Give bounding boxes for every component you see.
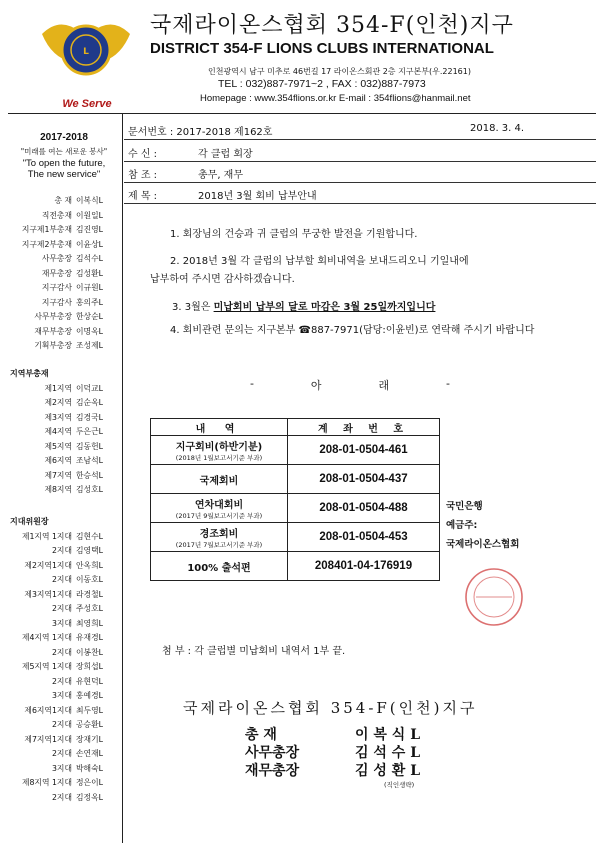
zone-role: 2지대 bbox=[51, 676, 72, 686]
sidebar-slogan-korean: "미래를 여는 새로운 봉사" bbox=[20, 147, 108, 156]
item-cell bbox=[151, 552, 288, 581]
zone-role: 제2지역1지대 bbox=[24, 560, 72, 570]
region-role: 제6지역 bbox=[44, 456, 72, 465]
bank-name: 국민은행 bbox=[446, 501, 483, 512]
zone-row bbox=[10, 705, 116, 720]
zone-role: 제8지역 1지대 bbox=[21, 778, 72, 787]
zone-role: 제3지역1지대 bbox=[24, 589, 72, 599]
region-name: 김동헌L bbox=[76, 441, 103, 451]
zone-row bbox=[10, 589, 116, 604]
zone-role: 2지대 bbox=[51, 647, 72, 657]
cc-value: 총무, 재무 bbox=[198, 170, 243, 181]
memo-divider bbox=[124, 203, 596, 204]
zone-heading: 지대위원장 bbox=[10, 517, 49, 526]
account-holder-label: 예금주: bbox=[446, 520, 478, 531]
officer-role: 직전총재 bbox=[41, 210, 72, 220]
account-table bbox=[150, 418, 440, 581]
item-name: 지구회비(하반기분) bbox=[175, 442, 263, 453]
zone-name: 유재경L bbox=[76, 633, 103, 642]
zone-name: 유현덕L bbox=[76, 676, 103, 686]
officer-row bbox=[10, 297, 116, 312]
region-name: 한승석L bbox=[76, 470, 103, 480]
paragraph-2b: 납부하여 주시면 감사하겠습니다. bbox=[150, 274, 295, 285]
officer-role: 기획부총장 bbox=[34, 341, 72, 350]
officer-name: 김성환L bbox=[76, 268, 103, 278]
item-cell bbox=[151, 494, 288, 523]
officer-role: 재무총장 bbox=[41, 268, 72, 278]
zone-name: 장재기L bbox=[76, 734, 103, 744]
zone-role: 2지대 bbox=[51, 749, 72, 758]
region-role: 제7지역 bbox=[44, 470, 72, 480]
memo-divider bbox=[124, 182, 596, 183]
paragraph-3 bbox=[172, 298, 435, 313]
zone-name: 안옥희L bbox=[76, 560, 103, 570]
officer-name: 한상순L bbox=[76, 312, 103, 321]
region-row bbox=[10, 426, 116, 441]
account-number: 208-01-0504-461 bbox=[288, 436, 440, 465]
item-name: 100% 출석편 bbox=[187, 562, 251, 574]
zone-row bbox=[10, 647, 116, 662]
zone-row bbox=[10, 690, 116, 705]
region-name: 조남석L bbox=[76, 456, 103, 465]
region-name: 두은근L bbox=[76, 427, 103, 436]
zone-row bbox=[10, 777, 116, 792]
region-role: 제3지역 bbox=[44, 412, 72, 422]
paragraph-3-prefix: 3. 3월은 bbox=[172, 302, 214, 313]
signature-name: 김 석 수 L bbox=[355, 745, 421, 761]
recipient-label: 수 신 : bbox=[128, 149, 158, 160]
document-date: 2018. 3. 4. bbox=[470, 123, 525, 134]
zone-row bbox=[10, 603, 116, 618]
officer-name: 김진영L bbox=[76, 225, 103, 234]
zone-role: 제5지역 1지대 bbox=[21, 662, 72, 671]
item-name: 국제회비 bbox=[199, 475, 239, 487]
header-divider bbox=[8, 113, 596, 114]
officer-name: 이원일L bbox=[76, 210, 103, 220]
officer-row bbox=[10, 210, 116, 225]
zone-row bbox=[10, 763, 116, 778]
zone-name: 김정옥L bbox=[76, 792, 103, 802]
region-name: 김경국L bbox=[76, 412, 103, 422]
officer-list bbox=[10, 195, 116, 355]
signature-name: 김 성 환 L bbox=[355, 763, 421, 779]
zone-role: 3지대 bbox=[51, 618, 72, 628]
lions-logo bbox=[40, 10, 132, 90]
zone-name: 라경철L bbox=[76, 589, 103, 599]
zone-name: 최영희L bbox=[76, 618, 103, 628]
officer-row bbox=[10, 311, 116, 326]
zone-name: 주성호L bbox=[76, 604, 103, 613]
sidebar-year: 2017-2018 bbox=[40, 132, 88, 143]
cc-label: 참 조 : bbox=[128, 170, 158, 181]
account-number: 208-01-0504-453 bbox=[288, 523, 440, 552]
document-number: 문서번호 : 2017-2018 제162호 bbox=[128, 127, 273, 138]
signature-name: 이 복 식 L bbox=[355, 727, 421, 743]
item-cell bbox=[151, 465, 288, 494]
item-cell bbox=[151, 523, 288, 552]
tel-fax: TEL : 032)887-7971~2 , FAX : 032)887-7973 bbox=[218, 78, 426, 90]
zone-list bbox=[10, 516, 116, 806]
officer-row bbox=[10, 224, 116, 239]
region-role: 제5지역 bbox=[44, 441, 72, 451]
zone-role: 2지대 bbox=[51, 604, 72, 613]
signature-role: 총 재 bbox=[245, 727, 277, 743]
zone-row bbox=[10, 676, 116, 691]
zone-row bbox=[10, 618, 116, 633]
zone-name: 김영택L bbox=[76, 546, 103, 555]
zone-row bbox=[10, 632, 116, 647]
region-role: 제4지역 bbox=[44, 427, 72, 436]
zone-role: 2지대 bbox=[51, 792, 72, 802]
notes-heading bbox=[250, 377, 450, 393]
item-note: (2018년 1월보고서기준 부과) bbox=[175, 454, 263, 462]
account-table-header bbox=[151, 419, 440, 436]
zone-role: 제7지역1지대 bbox=[24, 734, 72, 744]
homepage-email: Homepage : www.354flions.or.kr E-mail : 354flions@hanmail.net bbox=[200, 93, 471, 104]
zone-name: 김현수L bbox=[76, 531, 103, 541]
item-name: 경조회비 bbox=[199, 529, 239, 540]
zone-role: 2지대 bbox=[51, 575, 72, 584]
account-row bbox=[151, 552, 440, 581]
org-name-korean: 국제라이온스협회 354-F(인천)지구 bbox=[150, 13, 514, 38]
zone-name: 장희섭L bbox=[76, 662, 103, 671]
notes-char: 아 bbox=[310, 379, 322, 392]
zone-row bbox=[10, 531, 116, 546]
officer-row bbox=[10, 326, 116, 341]
officer-name: 이규원L bbox=[76, 283, 103, 292]
slogan-line: The new service" bbox=[27, 169, 101, 180]
officer-role: 총 재 bbox=[54, 196, 72, 205]
official-stamp-icon bbox=[463, 566, 525, 628]
address: 인천광역시 남구 미추로 46번길 17 라이온스회관 2층 지구본부(우.22161) bbox=[208, 67, 471, 76]
notes-dash: - bbox=[445, 377, 450, 390]
deadline-notice: 미납회비 납부의 달로 마감은 3월 25일까지입니다 bbox=[213, 302, 436, 313]
zone-role: 3지대 bbox=[51, 691, 72, 700]
item-name: 연차대회비 bbox=[194, 500, 244, 511]
item-note: (2017년 7월보고서기준 부과) bbox=[175, 541, 263, 549]
zone-name: 이동호L bbox=[76, 575, 103, 584]
item-note: (2017년 9월보고서기준 부과) bbox=[175, 512, 263, 520]
subject-label: 제 목 : bbox=[128, 191, 158, 202]
signature-role: 재무총장 bbox=[245, 763, 300, 779]
officer-name: 조성제L bbox=[76, 341, 103, 350]
sidebar-divider bbox=[122, 113, 123, 843]
slogan-line: "To open the future, bbox=[22, 158, 106, 169]
org-name-english: DISTRICT 354-F LIONS CLUBS INTERNATIONAL bbox=[150, 40, 494, 57]
region-row bbox=[10, 441, 116, 456]
officer-name: 김석수L bbox=[76, 254, 103, 263]
officer-name: 홍의주L bbox=[76, 297, 103, 307]
region-role: 제2지역 bbox=[44, 398, 72, 407]
subject-value: 2018년 3월 회비 납부안내 bbox=[198, 191, 317, 202]
svg-text:L: L bbox=[83, 47, 89, 57]
officer-row bbox=[10, 268, 116, 283]
officer-name: 이윤상L bbox=[76, 239, 103, 249]
officer-row bbox=[10, 239, 116, 254]
officer-role: 지구감사 bbox=[41, 283, 72, 292]
zone-name: 공승환L bbox=[76, 720, 103, 729]
account-number: 208401-04-176919 bbox=[288, 552, 440, 581]
region-row bbox=[10, 470, 116, 485]
officer-row bbox=[10, 253, 116, 268]
column-header-account: 계 좌 번 호 bbox=[288, 419, 440, 436]
account-number: 208-01-0504-488 bbox=[288, 494, 440, 523]
signature-role: 사무총장 bbox=[245, 745, 300, 761]
account-row bbox=[151, 436, 440, 465]
officer-role: 재무부총장 bbox=[34, 326, 72, 336]
region-row bbox=[10, 455, 116, 470]
zone-row bbox=[10, 792, 116, 807]
region-name: 김순옥L bbox=[76, 398, 103, 407]
officer-name: 이복식L bbox=[76, 196, 103, 205]
recipient-value: 각 클럽 회장 bbox=[198, 149, 253, 160]
region-role: 제1지역 bbox=[44, 383, 72, 393]
attachment-line: 첨 부 : 각 클럽별 미납회비 내역서 1부 끝. bbox=[162, 646, 346, 657]
zone-row bbox=[10, 661, 116, 676]
zone-role: 2지대 bbox=[51, 720, 72, 729]
officer-row bbox=[10, 340, 116, 355]
zone-role: 제4지역 1지대 bbox=[21, 633, 72, 642]
signature-organization: 국제라이온스협회 354-F(인천)지구 bbox=[183, 699, 478, 717]
sidebar-slogan-english bbox=[8, 158, 120, 180]
zone-role: 2지대 bbox=[51, 546, 72, 555]
region-row bbox=[10, 412, 116, 427]
item-cell bbox=[151, 436, 288, 465]
zone-role: 제1지역 1지대 bbox=[21, 531, 72, 541]
zone-row bbox=[10, 545, 116, 560]
account-row bbox=[151, 494, 440, 523]
region-row bbox=[10, 397, 116, 412]
zone-name: 박해숙L bbox=[76, 763, 103, 773]
paragraph-1: 1. 회장님의 건승과 귀 클럽의 무궁한 발전을 기원합니다. bbox=[170, 229, 418, 240]
zone-row bbox=[10, 748, 116, 763]
we-serve-badge: We Serve bbox=[62, 98, 112, 110]
officer-role: 사무부총장 bbox=[34, 312, 72, 321]
officer-role: 사무총장 bbox=[41, 254, 72, 263]
officer-role: 지구감사 bbox=[41, 297, 72, 307]
bank-info bbox=[446, 497, 519, 554]
region-role: 제8지역 bbox=[44, 485, 72, 494]
zone-row bbox=[10, 560, 116, 575]
paragraph-4: 4. 회비관련 문의는 지구본부 ☎887-7971(담당:이윤빈)로 연락해 주시기 바랍니다 bbox=[170, 325, 535, 336]
column-header-item: 내 역 bbox=[151, 419, 288, 436]
officer-role: 지구제2부총재 bbox=[21, 239, 72, 249]
region-row bbox=[10, 484, 116, 499]
zone-name: 최두영L bbox=[76, 705, 103, 715]
zone-name: 손연재L bbox=[76, 749, 103, 758]
officer-name: 이명옥L bbox=[76, 326, 103, 336]
officer-row bbox=[10, 282, 116, 297]
region-row bbox=[10, 383, 116, 398]
account-row bbox=[151, 523, 440, 552]
seal-omitted-note: (직인생략) bbox=[384, 781, 415, 789]
paragraph-2a: 2. 2018년 3월 각 클럽의 납부할 회비내역을 보내드리오니 기일내에 bbox=[170, 256, 469, 267]
account-row bbox=[151, 465, 440, 494]
officer-row bbox=[10, 195, 116, 210]
zone-row bbox=[10, 734, 116, 749]
region-name: 이덕교L bbox=[76, 383, 103, 393]
notes-char: 래 bbox=[378, 379, 390, 392]
region-list bbox=[10, 368, 116, 499]
zone-row bbox=[10, 719, 116, 734]
memo-divider bbox=[124, 139, 596, 140]
region-name: 김성호L bbox=[76, 485, 103, 494]
zone-name: 정은이L bbox=[76, 778, 103, 787]
region-heading: 지역부총재 bbox=[10, 369, 49, 378]
zone-role: 3지대 bbox=[51, 763, 72, 773]
notes-dash: - bbox=[250, 377, 254, 390]
zone-name: 이봉찬L bbox=[76, 647, 103, 657]
account-holder-name: 국제라이온스협회 bbox=[446, 539, 520, 550]
zone-name: 홍예경L bbox=[76, 691, 103, 700]
officer-role: 지구제1부총재 bbox=[21, 225, 72, 234]
zone-role: 제6지역1지대 bbox=[24, 705, 72, 715]
zone-row bbox=[10, 574, 116, 589]
account-number: 208-01-0504-437 bbox=[288, 465, 440, 494]
memo-divider bbox=[124, 161, 596, 162]
